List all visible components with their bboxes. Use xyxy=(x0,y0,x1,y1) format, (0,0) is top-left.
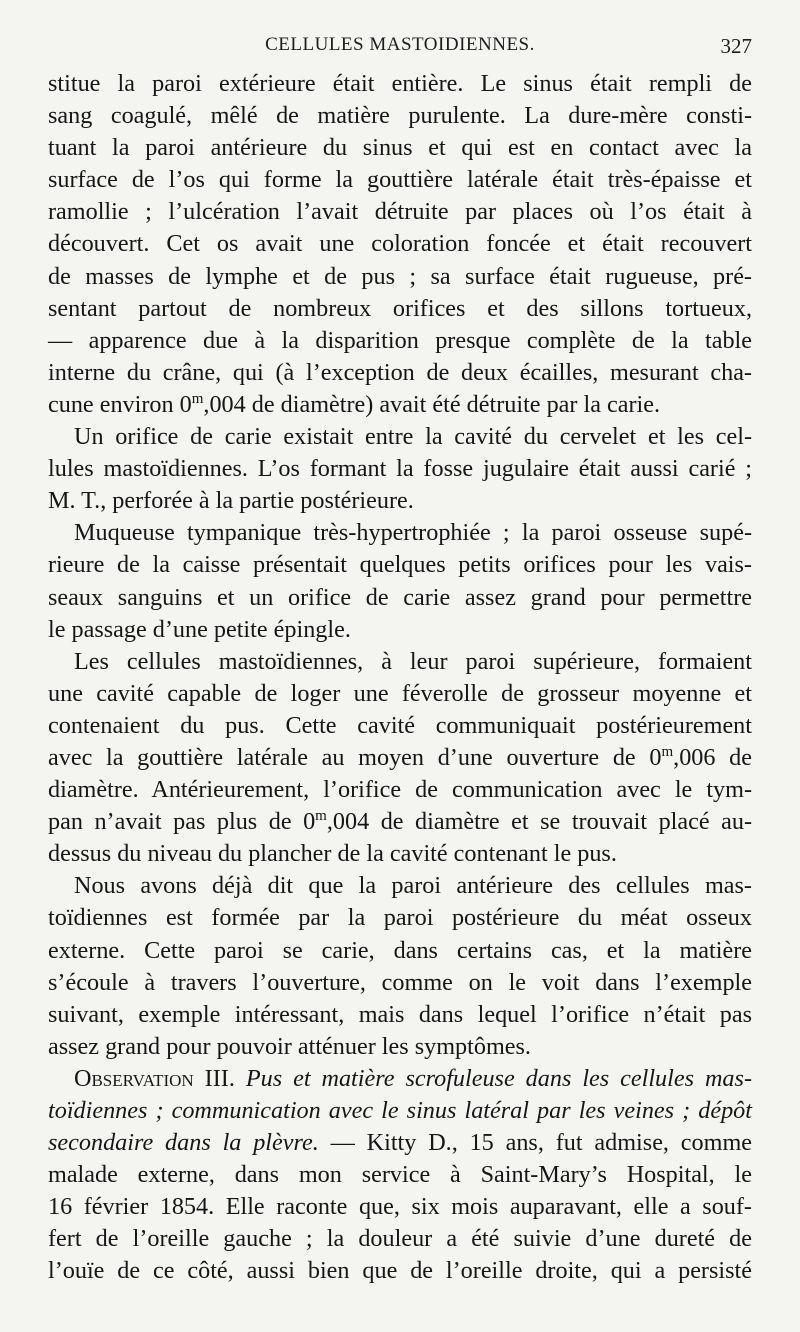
text-line: 16 février 1854. Elle raconte que, six mois auparavant, elle a souf- xyxy=(48,1193,752,1221)
text-line: cune environ 0$^m$,004 de diamètre) avait été détruite par la carie. xyxy=(48,390,661,418)
text-line: externe. Cette paroi se carie, dans certains cas, et la matière xyxy=(48,936,752,964)
text-line: seaux sanguins et un orifice de carie assez grand pour permettre xyxy=(48,583,752,611)
page-number: 327 xyxy=(720,34,752,58)
paragraph-start-line: Nous avons déjà dit que la paroi antérieure des cellules mas- xyxy=(74,872,752,900)
text-line: de masses de lymphe et de pus ; sa surface était rugueuse, pré- xyxy=(48,262,752,290)
text-line: sentant partout de nombreux orifices et des sillons tortueux, xyxy=(48,294,752,322)
text-line: toïdiennes est formée par la paroi postérieure du méat osseux xyxy=(48,904,752,932)
text-line: s’écoule à travers l’ouverture, comme on le voit dans l’exemple xyxy=(48,968,752,996)
text-line: — apparence due à la disparition presque complète de la table xyxy=(48,326,752,354)
text-line: stitue la paroi extérieure était entière. Le sinus était rempli de xyxy=(48,70,752,97)
page-header xyxy=(48,34,752,60)
running-title: CELLULES MASTOIDIENNES. xyxy=(265,34,535,55)
text-line: contenaient du pus. Cette cavité communiquait postérieurement xyxy=(48,711,752,739)
text-line: ramollie ; l’ulcération l’avait détruite par places où l’os était à xyxy=(48,198,752,226)
paragraph-start-line: Les cellules mastoïdiennes, à leur paroi supérieure, formaient xyxy=(74,647,752,675)
text-line: fert de l’oreille gauche ; la douleur a été suivie d’une dureté de xyxy=(48,1225,752,1253)
text-line: l’ouïe de ce côté, aussi bien que de l’oreille droite, qui a persisté xyxy=(48,1257,752,1285)
body-text xyxy=(48,68,752,1288)
text-line: secondaire dans la plèvre. — Kitty D., 15 ans, fut admise, comme xyxy=(48,1129,752,1157)
text-line: pan n’avait pas plus de 0$^m$,004 de diamètre et se trouvait placé au- xyxy=(48,808,752,836)
paragraph-start-line: Muqueuse tympanique très-hypertrophiée ; la paroi osseuse supé- xyxy=(74,519,752,547)
text-line: assez grand pour pouvoir atténuer les symptômes. xyxy=(48,1032,531,1060)
text-line: rieure de la caisse présentait quelques petits orifices pour les vais- xyxy=(48,551,752,579)
text-line: interne du crâne, qui (à l’exception de deux écailles, mesurant cha- xyxy=(48,358,752,386)
observation-heading-line: Observation III. Pus et matière scrofuleuse dans les cellules mas- xyxy=(74,1064,752,1092)
text-line: une cavité capable de loger une féverolle de grosseur moyenne et xyxy=(48,679,752,707)
text-line: suivant, exemple intéressant, mais dans lequel l’orifice n’était pas xyxy=(48,1000,752,1028)
text-line: sang coagulé, mêlé de matière purulente. La dure-mère consti- xyxy=(48,102,752,130)
text-line: le passage d’une petite épingle. xyxy=(48,615,351,643)
text-line: dessus du niveau du plancher de la cavité contenant le pus. xyxy=(48,840,617,868)
text-line: surface de l’os qui forme la gouttière latérale était très-épaisse et xyxy=(48,166,752,194)
text-line: diamètre. Antérieurement, l’orifice de communication avec le tym- xyxy=(48,776,752,804)
text-line: malade externe, dans mon service à Saint-Mary’s Hospital, le xyxy=(48,1161,752,1189)
text-line: tuant la paroi antérieure du sinus et qui est en contact avec la xyxy=(48,134,752,162)
text-line: avec la gouttière latérale au moyen d’une ouverture de 0$^m$,006 de xyxy=(48,743,752,771)
text-line: découvert. Cet os avait une coloration foncée et était recouvert xyxy=(48,230,752,258)
text-line: toïdiennes ; communication avec le sinus latéral par les veines ; dépôt xyxy=(48,1097,752,1124)
paragraph-start-line: Un orifice de carie existait entre la cavité du cervelet et les cel- xyxy=(74,423,752,451)
text-line: lules mastoïdiennes. L’os formant la fosse jugulaire était aussi carié ; xyxy=(48,455,752,483)
text-line: M. T., perforée à la partie postérieure. xyxy=(48,487,414,515)
